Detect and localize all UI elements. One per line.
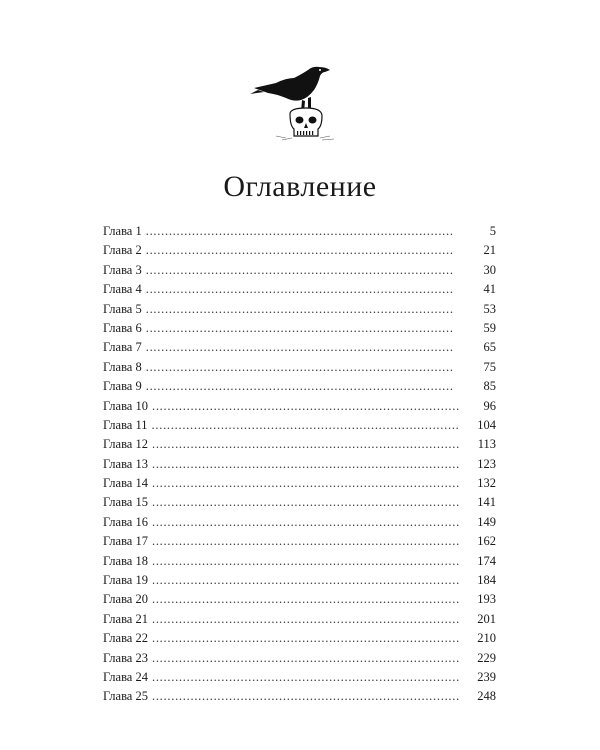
toc-entry-page-number: 96 [483, 398, 496, 413]
toc-entry-page-number: 65 [483, 340, 496, 355]
toc-entry-page-number: 239 [477, 669, 496, 684]
toc-entry [103, 435, 496, 454]
toc-entry-page-number: 41 [483, 282, 496, 297]
toc-entry-page-number: 248 [477, 689, 496, 704]
toc-entry-page-number: 113 [477, 437, 496, 452]
toc-entry-label: Глава 20 [103, 592, 148, 607]
toc-entry-page-number: 5 [489, 224, 496, 238]
toc-entry [103, 590, 496, 609]
toc-entry-label: Глава 16 [103, 514, 148, 529]
toc-entry [103, 319, 496, 338]
toc-entry [103, 493, 496, 512]
dot-leader [152, 397, 481, 416]
dot-leader [152, 610, 474, 629]
toc-entry-label: Глава 21 [103, 611, 148, 626]
toc-entry-label: Глава 11 [103, 417, 148, 432]
toc-entry-page-number: 162 [477, 534, 496, 549]
toc-entry [103, 629, 496, 648]
toc-entry [103, 241, 496, 260]
dot-leader [152, 455, 474, 474]
toc-entry-label: Глава 18 [103, 553, 148, 568]
toc-entry-label: Глава 9 [103, 379, 142, 394]
table-of-contents [103, 222, 496, 707]
dot-leader [146, 280, 481, 299]
toc-entry [103, 513, 496, 532]
toc-entry-page-number: 59 [483, 320, 496, 335]
toc-entry [103, 338, 496, 357]
toc-entry-label: Глава 1 [103, 224, 142, 238]
toc-entry [103, 261, 496, 280]
toc-entry-page-number: 141 [477, 495, 496, 510]
toc-entry-label: Глава 12 [103, 437, 148, 452]
dot-leader [146, 300, 481, 319]
dot-leader [152, 532, 474, 551]
toc-entry-label: Глава 8 [103, 359, 142, 374]
dot-leader [152, 629, 474, 648]
dot-leader [152, 493, 474, 512]
toc-entry-page-number: 53 [483, 301, 496, 316]
toc-entry-page-number: 123 [477, 456, 496, 471]
toc-entry [103, 455, 496, 474]
dot-leader [152, 435, 475, 454]
toc-entry-label: Глава 6 [103, 320, 142, 335]
toc-entry [103, 416, 496, 435]
toc-entry-label: Глава 15 [103, 495, 148, 510]
toc-entry [103, 222, 496, 241]
toc-entry-label: Глава 13 [103, 456, 148, 471]
toc-entry-page-number: 210 [477, 631, 496, 646]
toc-entry [103, 668, 496, 687]
dot-leader [152, 474, 474, 493]
toc-entry-label: Глава 17 [103, 534, 148, 549]
toc-entry [103, 571, 496, 590]
raven-on-skull-icon [246, 56, 356, 146]
dot-leader [146, 222, 487, 241]
toc-entry [103, 552, 496, 571]
dot-leader [146, 377, 481, 396]
toc-entry-page-number: 174 [477, 553, 496, 568]
toc-entry-page-number: 21 [483, 243, 496, 258]
toc-entry [103, 397, 496, 416]
dot-leader [146, 241, 481, 260]
dot-leader [152, 687, 474, 706]
toc-entry [103, 300, 496, 319]
toc-entry [103, 358, 496, 377]
toc-entry-label: Глава 25 [103, 689, 148, 704]
dot-leader [152, 649, 474, 668]
toc-entry-page-number: 149 [477, 514, 496, 529]
dot-leader [146, 338, 481, 357]
toc-entry [103, 377, 496, 396]
toc-entry-label: Глава 5 [103, 301, 142, 316]
toc-entry-page-number: 75 [483, 359, 496, 374]
toc-entry-page-number: 193 [477, 592, 496, 607]
toc-entry-label: Глава 10 [103, 398, 148, 413]
dot-leader [152, 416, 475, 435]
toc-entry [103, 280, 496, 299]
toc-entry-label: Глава 7 [103, 340, 142, 355]
toc-entry-page-number: 85 [483, 379, 496, 394]
toc-entry [103, 610, 496, 629]
toc-entry [103, 687, 496, 706]
dot-leader [146, 261, 481, 280]
toc-entry-page-number: 104 [477, 417, 496, 432]
dot-leader [152, 552, 474, 571]
toc-entry-label: Глава 2 [103, 243, 142, 258]
toc-entry [103, 649, 496, 668]
dot-leader [152, 668, 474, 687]
toc-entry-label: Глава 4 [103, 282, 142, 297]
toc-entry-page-number: 132 [477, 476, 496, 491]
page-title: Оглавление [223, 170, 377, 203]
toc-entry [103, 474, 496, 493]
dot-leader [146, 358, 481, 377]
dot-leader [152, 590, 474, 609]
toc-entry-label: Глава 24 [103, 669, 148, 684]
toc-entry-label: Глава 22 [103, 631, 148, 646]
toc-entry-page-number: 30 [483, 262, 496, 277]
toc-entry-page-number: 184 [477, 573, 496, 588]
toc-entry-label: Глава 23 [103, 650, 148, 665]
dot-leader [152, 571, 474, 590]
toc-entry [103, 532, 496, 551]
dot-leader [152, 513, 474, 532]
toc-entry-page-number: 229 [477, 650, 496, 665]
toc-entry-label: Глава 3 [103, 262, 142, 277]
toc-entry-page-number: 201 [477, 611, 496, 626]
toc-entry-label: Глава 14 [103, 476, 148, 491]
toc-entry-label: Глава 19 [103, 573, 148, 588]
dot-leader [146, 319, 481, 338]
